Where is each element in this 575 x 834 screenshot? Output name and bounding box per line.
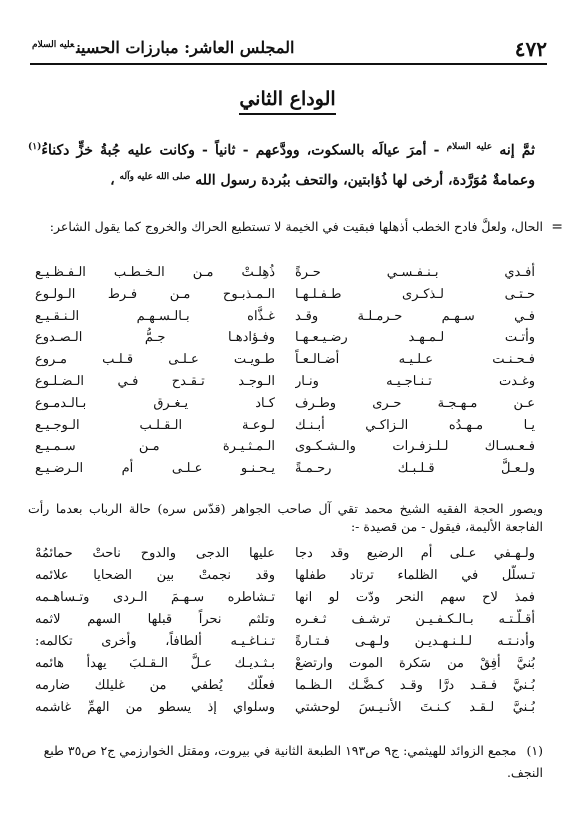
section-heading: [0, 88, 575, 115]
hemistich-left: فعلَّك يُطفي من غليلك ضارمه: [35, 678, 275, 693]
verse-line: [35, 306, 535, 328]
hemistich-right: عـن مـهـجـة حـرى وطـرف: [295, 395, 535, 411]
verse-line: [35, 436, 535, 458]
verse-line: [35, 371, 535, 393]
verse-line: [35, 543, 535, 565]
prose-paragraph: [28, 218, 563, 236]
hemistich-left: لـوعـة الـقـلـب الـوجـيـع: [35, 417, 275, 433]
header-divider: [30, 63, 547, 65]
verse-line: [35, 653, 535, 675]
prose-text: الحال، ولعلَّ فادح الخطب أذهلها فبقيت في الخيمة لا تستطيع الحراك والخروج كما يقول الشاعر:: [49, 219, 543, 234]
hemistich-left: بـثـديـك عـلَّ الـقـلبَ يهدأ هائمه: [35, 656, 275, 671]
intro-paragraph: [28, 134, 535, 193]
hemistich-left: الـمـثـيـرة مـن سـمـيـع: [35, 439, 275, 455]
hemistich-right: يـا مـهـدُه الـزاكـي أبـنـك: [295, 417, 535, 433]
hemistich-left: كـاد يـغـرق بـالـدمـوع: [35, 395, 275, 411]
hemistich-right: فمذ لاح سهم النحر ودّت لو انها: [295, 590, 535, 605]
hemistich-right: بُـنيَّ فـقـد درَّا وقـد كـضَّـك الـظـما: [295, 678, 535, 693]
hemistich-left: عليها الدجى والدوح ناحتْ حمائمُهْ: [35, 546, 275, 561]
verse-line: [35, 587, 535, 609]
honorific-mark: صلى الله عليه وآله: [119, 171, 191, 182]
honorific-mark: عليه السلام: [32, 39, 75, 50]
footnote-mark: (١): [526, 743, 543, 758]
verse-line: [35, 284, 535, 306]
prose-paragraph: [28, 500, 543, 536]
page-header: [30, 35, 547, 61]
hemistich-left: يـحـنـو عـلـى أم الـرضـيـع: [35, 461, 275, 477]
intro-text-4: ،: [110, 172, 115, 189]
hemistich-right: ولـعـلَّ قـلـبـك رحـمـةً: [295, 461, 535, 477]
hemistich-right: فـي سـهـم حـرمـلـة وقـد: [295, 308, 535, 324]
hemistich-right: تـسلَّل في الظلماء ترتاد طفلها: [295, 568, 535, 583]
hemistich-right: فـحـنـت عـلـيـه أضـالـعـاً: [295, 352, 535, 368]
footnote-reference: (١): [28, 142, 42, 152]
hemistich-left: غـذَّاه بـالـسـهـم الـنـقـيـع: [35, 308, 275, 324]
verse-line: [35, 609, 535, 631]
poem-block-2: [35, 543, 535, 719]
hemistich-right: أفـدي بـنـفـسـي حـرةً: [295, 265, 535, 280]
verse-line: [35, 675, 535, 697]
hemistich-left: وقد نجمتْ بين الضحايا علائمه: [35, 568, 275, 583]
intro-text-2: - أمرَ عيالَه بالسكوت، وودَّعهم - ثانياً - وكانت عليه جُبةُ خزٍّ دكناءُ: [41, 142, 440, 159]
intro-text-1: ثمَّ إنه: [499, 142, 536, 159]
verse-line: [35, 393, 535, 415]
verse-line: [35, 565, 535, 587]
verse-line: [35, 458, 535, 480]
hemistich-right: وأدنـتـه لـلـنـهـديـن ولـهـى فـتـارةً: [295, 634, 535, 649]
hemistich-left: وفـؤادهـا جـمُّ الـصـدوع: [35, 330, 275, 346]
hemistich-right: بُـنيَّ لـقـد كـنـتَ الأنـيـسَ لوحشتي: [295, 700, 535, 715]
hemistich-left: وسلواي إذ يسطو من الهمِّ غاشمه: [35, 700, 275, 715]
running-title: [30, 38, 294, 57]
verse-line: [35, 327, 535, 349]
hemistich-left: تـشاطره سـهـمَ الـردى وتـساهـمه: [35, 590, 275, 605]
hemistich-right: فـعـسـاك لـلـزفـرات والـشـكـوى: [295, 439, 535, 455]
hemistich-left: ذُهِلـتْ مـن الـخـطـب الـفـظـيـع: [35, 265, 275, 280]
intro-text-3: وعمامةٌ مُوَرَّدة، أرخى لها ذُؤابتين، والتحف ببُردة رسول الله: [195, 172, 535, 189]
hemistich-left: الـمـذبـوح مـن فـرط الـولـوع: [35, 286, 275, 302]
hemistich-right: أقـلَّـتـه بـالـكـفـيـن ترشـف ثـغـره: [295, 612, 535, 627]
hemistich-right: وغـدت تـنـاجـيـه ونـار: [295, 373, 535, 389]
section-title-text: الوداع الثاني: [239, 88, 335, 115]
hemistich-left: الـوجـد تـقـدح فـي الـضـلـوع: [35, 373, 275, 389]
poem-block-1: [35, 262, 535, 480]
continuation-mark: =: [551, 219, 563, 235]
footnote: [28, 740, 543, 784]
footnote-text: مجمع الزوائد للهيثمي: ج٩ ص١٩٣ الطبعة الثانية في بيروت، ومقتل الخوارزمي ج٢ ص٣٥ طبع النجف.: [43, 743, 543, 780]
hemistich-right: حـتـى لـذكـرى طـفـلـهـا: [295, 286, 535, 302]
hemistich-right: وأتـت لـمـهـد رضـيـعـهـا: [295, 330, 535, 346]
verse-line: [35, 697, 535, 719]
honorific-mark: عليه السلام: [446, 142, 493, 152]
verse-line: [35, 349, 535, 371]
verse-line: [35, 415, 535, 437]
hemistich-right: ولـهـفي عـلى أم الرضيع وقد دجا: [295, 546, 535, 561]
hemistich-left: تـنـاغـيـه ألطافاً، وأخرى تكالمه:: [35, 634, 275, 649]
hemistich-left: طـويـت عـلـى قـلـب مـروع: [35, 352, 275, 368]
prose-text: ويصور الحجة الفقيه الشيخ محمد تقي آل صاحب الجواهر (قدّس سره) حالة الرباب بعدما رأت الفاجعة الأليمة، فيقول - من قصيدة -:: [28, 501, 543, 534]
running-title-text: المجلس العاشر: مبارزات الحسين: [76, 38, 295, 57]
hemistich-right: بُنيَّ أفِقْ من سَكرة الموت وارتضعْ: [295, 656, 535, 671]
page-number: ٤٧٢: [514, 37, 547, 61]
verse-line: [35, 262, 535, 284]
verse-line: [35, 631, 535, 653]
hemistich-left: وتلثم نحراً قبلها السهم لاثمه: [35, 612, 275, 627]
